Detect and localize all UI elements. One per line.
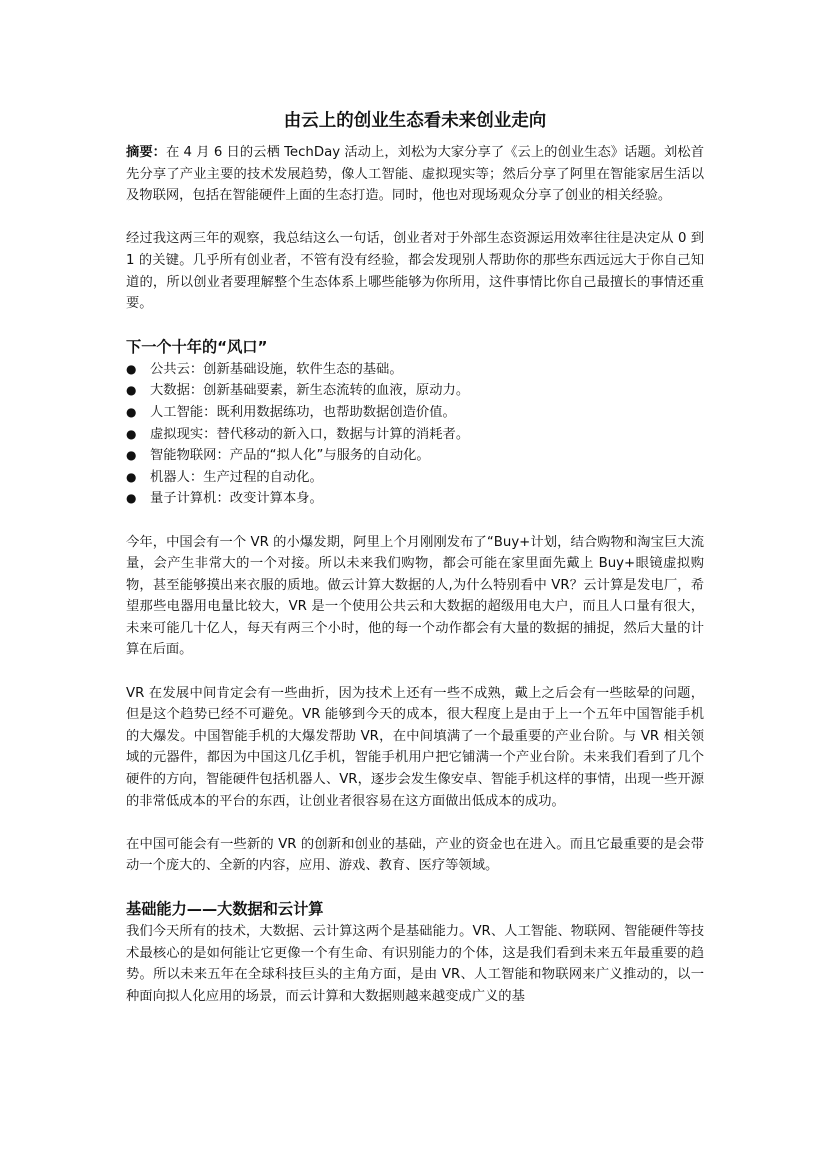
section-heading-foundation: 基础能力——大数据和云计算: [126, 900, 324, 918]
document-title: 由云上的创业生态看未来创业走向: [283, 111, 547, 131]
abstract-label: 摘要：: [126, 145, 166, 160]
document-body: [126, 108, 704, 1007]
paragraph-spacer: [126, 315, 704, 335]
list-item: [126, 359, 704, 381]
intro-paragraph: 经过我这两三年的观察，我总结这么一句话，创业者对于外部生态资源运用效率往往是决定从 0 到 1 的关键。几乎所有创业者，不管有没有经验，都会发现别人帮助你的那些东西远远大于你自己知道的，所以创业者要理解整个生态体系上哪些能够为你所用，这件事情比你自己最擅长的事情还重要。: [126, 231, 704, 312]
bullet-icon: ●: [126, 491, 137, 506]
bullet-icon: ●: [126, 361, 137, 376]
list-item-text: 机器人：生产过程的自动化。: [150, 469, 323, 485]
bullet-icon: ●: [126, 404, 137, 419]
paragraph-spacer: [126, 207, 704, 229]
list-item-text: 公共云：创新基础设施，软件生态的基础。: [150, 361, 403, 377]
trend-list: [126, 359, 704, 510]
list-item-text: 人工智能：既利用数据练功，也帮助数据创造价值。: [150, 404, 456, 420]
body-paragraph-vr-development: VR 在发展中间肯定会有一些曲折，因为技术上还有一些不成熟，戴上之后会有一些眩晕的问题，但是这个趋势已经不可避免。VR 能够到今天的成本，很大程度上是由于上一个五年中国智能手机的大爆发。中国智能手机的大爆发帮助 VR，在中间填满了一个最重要的产业台阶。与 VR 相关领域的元器件，都因为中国这几亿手机，智能手机用户把它铺满一个产业台阶。未来我们看到了几个硬件的方向，智能硬件包括机器人、VR，逐步会发生像安卓、智能手机这样的事情，出现一些开源的非常低成本的平台的东西，让创业者很容易在这方面做出低成本的成功。: [126, 685, 704, 809]
abstract-text: 在 4 月 6 日的云栖 TechDay 活动上，刘松为大家分享了《云上的创业生态》话题。刘松首先分享了产业主要的技术发展趋势，像人工智能、虚拟现实等；然后分享了阿里在智能家居生活以及物联网，包括在智能硬件上面的生态打造。同时，他也对现场观众分享了创业的相关经验。: [126, 145, 704, 204]
list-item: [126, 445, 704, 467]
body-paragraph-vr-outbreak: 今年，中国会有一个 VR 的小爆发期，阿里上个月刚刚发布了“Buy+计划，结合购物和淘宝巨大流量，会产生非常大的一个对接。所以未来我们购物，都会可能在家里面先戴上 Buy+眼镜虚拟购物，甚至能够摸出来衣服的质地。做云计算大数据的人,为什么特别看中 VR？云计算是发电厂，希望那些电器用电量比较大，VR 是一个使用公共云和大数据的超级用电大户，而且人口量有很大，未来可能几十亿人，每天有两三个小时，他的每一个动作都会有大量的数据的捕捉，然后大量的计算在后面。: [126, 534, 704, 658]
list-item-text: 虚拟现实：替代移动的新入口，数据与计算的消耗者。: [150, 426, 470, 442]
list-item: [126, 380, 704, 402]
list-item-text: 大数据：创新基础要素，新生态流转的血液，原动力。: [150, 383, 470, 399]
list-item: [126, 402, 704, 424]
bullet-icon: ●: [126, 383, 137, 398]
paragraph-spacer: [126, 877, 704, 897]
list-item: [126, 424, 704, 446]
list-item-text: 量子计算机：改变计算本身。: [150, 491, 323, 507]
bullet-icon: ●: [126, 469, 137, 484]
list-item: [126, 467, 704, 489]
paragraph-spacer: [126, 812, 704, 834]
section-heading-trends: 下一个十年的“风口”: [126, 337, 268, 356]
body-paragraph-vr-china: 在中国可能会有一些新的 VR 的创新和创业的基础，产业的资金也在进入。而且它最重要的是会带动一个庞大的、全新的内容，应用、游戏、教育、医疗等领域。: [126, 836, 704, 874]
paragraph-spacer: [126, 510, 704, 532]
abstract-paragraph: [126, 142, 704, 207]
paragraph-spacer: [126, 661, 704, 683]
list-item: [126, 488, 704, 510]
list-item-text: 智能物联网：产品的“拟人化”与服务的自动化。: [150, 448, 430, 464]
bullet-icon: ●: [126, 426, 137, 441]
bullet-icon: ●: [126, 448, 137, 463]
body-paragraph-foundation: 我们今天所有的技术，大数据、云计算这两个是基础能力。VR、人工智能、物联网、智能硬件等技术最核心的是如何能让它更像一个有生命、有识别能力的个体，这是我们看到未来五年最重要的趋势。所以未来五年在全球科技巨头的主角方面，是由 VR、人工智能和物联网来广义推动的，以一种面向拟人化应用的场景，而云计算和大数据则越来越变成广义的基: [126, 924, 704, 1004]
